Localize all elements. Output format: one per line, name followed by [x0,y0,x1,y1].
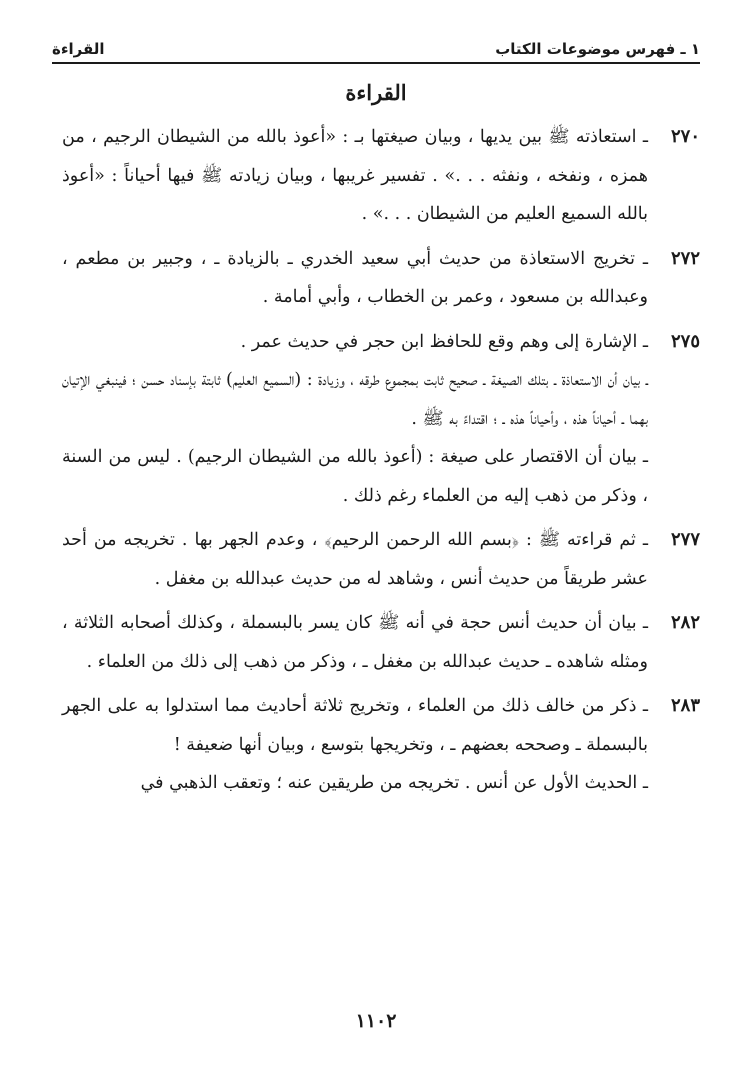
entry-paragraph: ـ بيان أن حديث أنس حجة في أنه ﷺ كان يسر بالبسملة ، وكذلك أصحابه الثلاثة ، ومثله شاهده ـ حديث عبدالله بن مغفل ـ ، وذكر من ذهب إلى ذلك من العلماء . [62,613,648,672]
entry-page-number: ٢٧٢ [670,247,700,269]
header-chapter-title: ١ ـ فهرس موضوعات الكتاب [495,40,700,58]
entry-page-number: ٢٧٧ [670,529,700,550]
entry-paragraph: ـ الإشارة إلى وهم وقع للحافظ ابن حجر في حديث عمر . [240,331,648,352]
index-entry [62,118,700,234]
entry-paragraph: ـ ذكر من خالف ذلك من العلماء ، وتخريج ثلاثة أحاديث مما استدلوا به على الجهر بالبسملة ـ وصححه بعضهم ـ ، وتخريجها بتوسع ، وبيان أنها ضعيفة ! [62,696,648,755]
entry-paragraph: ـ الحديث الأول عن أنس . تخريجه من طريقين عنه ؛ وتعقب الذهبي في [140,773,648,793]
index-entry [62,323,700,516]
entry-page-number: ٢٧٥ [670,330,700,352]
page-number: ١١٠٢ [355,1010,397,1032]
entry-text [62,240,648,317]
entry-paragraph: ـ تخريج الاستعاذة من حديث أبي سعيد الخدري ـ بالزيادة ـ ، وجبير بن مطعم ، وعبدالله بن مسعود ، وعمر بن الخطاب ، وأبي أمامة . [62,248,648,307]
index-entry [62,604,700,681]
section-title: القراءة [345,80,407,105]
entry-text [62,118,648,234]
entry-text [62,521,648,598]
header-section-title: القراءة [52,40,105,58]
entry-text [62,323,648,516]
index-entry [62,687,700,803]
entry-paragraph: ـ ثم قراءته ﷺ : ﴿بسم الله الرحمن الرحيم﴾ ، وعدم الجهر بها . تخريجه من أحد عشر طريقاً من حديث أنس ، وشاهد له من حديث عبدالله بن مغفل . [62,530,648,589]
index-entry [62,521,700,598]
index-entry [62,240,700,317]
running-header [52,30,700,58]
entry-page-number: ٢٨٣ [670,695,700,716]
entry-paragraph: ـ استعاذته ﷺ بين يديها ، وبيان صيغتها بـ : «أعوذ بالله من الشيطان الرجيم ، من همزه ، ونفخه ، ونفثه . . .» . تفسير غريبها ، وبيان زيادته ﷺ فيها أحياناً : «أعوذ بالله السميع العليم من الشيطان . . .» . [62,127,648,224]
index-entries [62,118,700,809]
entry-paragraph: ـ بيان أن الاستعاذة ـ بتلك الصيغة ـ صحيح ثابت بمجموع طرقه ، وزيادة : (السميع العليم) ثابتة بإسناد حسن ؛ فينبغي الإتيان بهما ـ أحياناً هذه ، وأحياناً هذه ـ ؛ اقتداءً به ﷺ . [62,370,648,429]
entry-page-number: ٢٧٠ [670,126,700,147]
entry-page-number: ٢٨٢ [670,612,700,633]
entry-paragraph: ـ بيان أن الاقتصار على صيغة : (أعوذ بالله من الشيطان الرجيم) . ليس من السنة ، وذكر من ذهب إليه من العلماء رغم ذلك . [62,447,648,506]
entry-text [62,604,648,681]
header-divider [52,62,700,64]
entry-text [62,687,648,803]
